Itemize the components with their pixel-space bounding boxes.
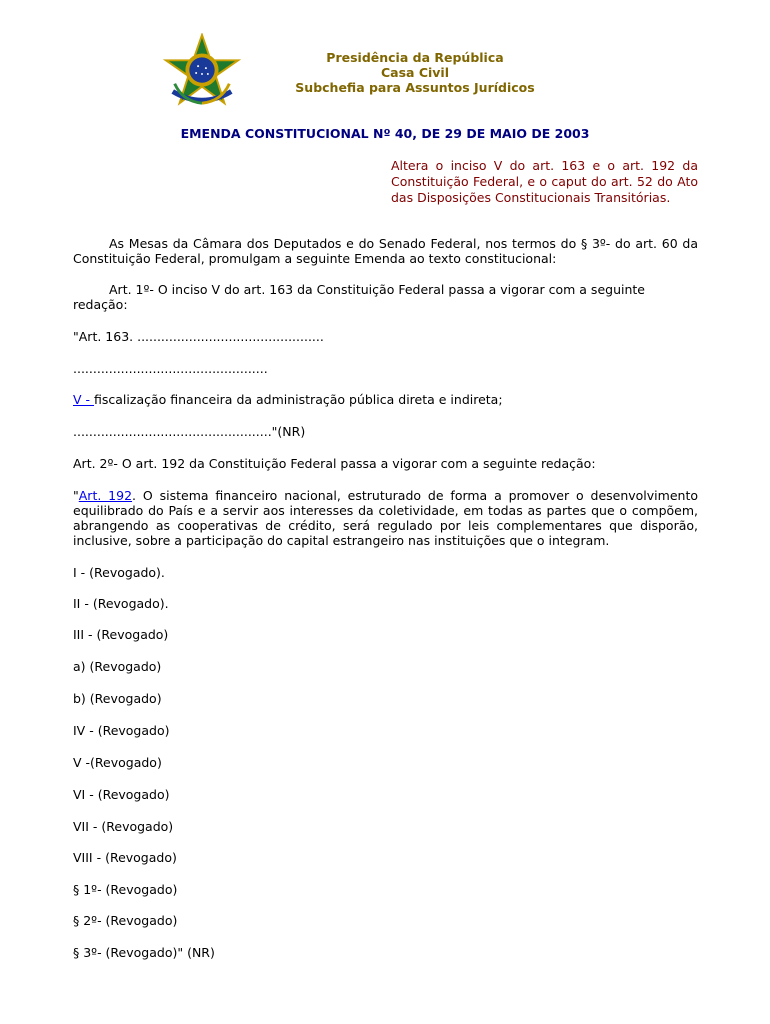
- list-item: § 3º- (Revogado)" (NR): [73, 945, 215, 960]
- list-item: a) (Revogado): [73, 659, 162, 674]
- art192-link[interactable]: Art. 192: [78, 488, 133, 503]
- inciso-v-paragraph: [73, 392, 698, 407]
- civil-house-label: Casa Civil: [380, 65, 449, 80]
- page-title: EMENDA CONSTITUCIONAL Nº 40, DE 29 DE MAIO DE 2003: [180, 126, 590, 141]
- art192-text: . O sistema financeiro nacional, estruturado de forma a promover o desenvolvimento equilibrado do País e a servir aos interesses da coletividade, em todas as partes que o compõem, abrangendo as cooperativas de crédito, será regulado por leis complementares que disporão, inclusive, sobre a participação do capital estrangeiro nas instituições que o integram.: [73, 488, 698, 548]
- art163-line: "Art. 163. ...............................................: [73, 329, 324, 344]
- art192-paragraph: [73, 488, 698, 548]
- art2-paragraph: Art. 2º- O art. 192 da Constituição Federal passa a vigorar com a seguinte redação:: [73, 456, 596, 471]
- list-item: b) (Revogado): [73, 691, 162, 706]
- inciso-v-text: fiscalização financeira da administração pública direta e indireta;: [94, 392, 503, 407]
- ementa-summary: Altera o inciso V do art. 163 e o art. 192 da Constituição Federal, e o caput do art. 52 do Ato das Disposições Constitucionais Transitórias.: [391, 158, 698, 205]
- list-item: I - (Revogado).: [73, 565, 165, 580]
- list-item: VII - (Revogado): [73, 819, 174, 834]
- presidency-label: Presidência da República: [326, 50, 504, 65]
- ellipsis-line: .................................................: [73, 361, 268, 376]
- list-item: IV - (Revogado): [73, 723, 170, 738]
- list-item: § 1º- (Revogado): [73, 882, 178, 897]
- list-item: V -(Revogado): [73, 755, 162, 770]
- document-header: [0, 0, 770, 120]
- art1-paragraph: Art. 1º- O inciso V do art. 163 da Constituição Federal passa a vigorar com a seguinte redação:: [73, 282, 645, 312]
- list-item: VI - (Revogado): [73, 787, 170, 802]
- legal-affairs-label: Subchefia para Assuntos Jurídicos: [295, 80, 535, 95]
- inciso-v-link[interactable]: V -: [73, 392, 95, 407]
- brazil-coat-of-arms-icon: [163, 33, 241, 111]
- list-item: III - (Revogado): [73, 627, 169, 642]
- nr-line: .................................................."(NR): [73, 424, 306, 439]
- issuing-authority: [250, 50, 580, 95]
- list-item: VIII - (Revogado): [73, 850, 177, 865]
- list-item: § 2º- (Revogado): [73, 913, 178, 928]
- quote-mark: ": [73, 488, 79, 503]
- preamble-paragraph: As Mesas da Câmara dos Deputados e do Senado Federal, nos termos do § 3º- do art. 60 da Constituição Federal, promulgam a seguinte Emenda ao texto constitucional:: [73, 236, 698, 266]
- list-item: II - (Revogado).: [73, 596, 169, 611]
